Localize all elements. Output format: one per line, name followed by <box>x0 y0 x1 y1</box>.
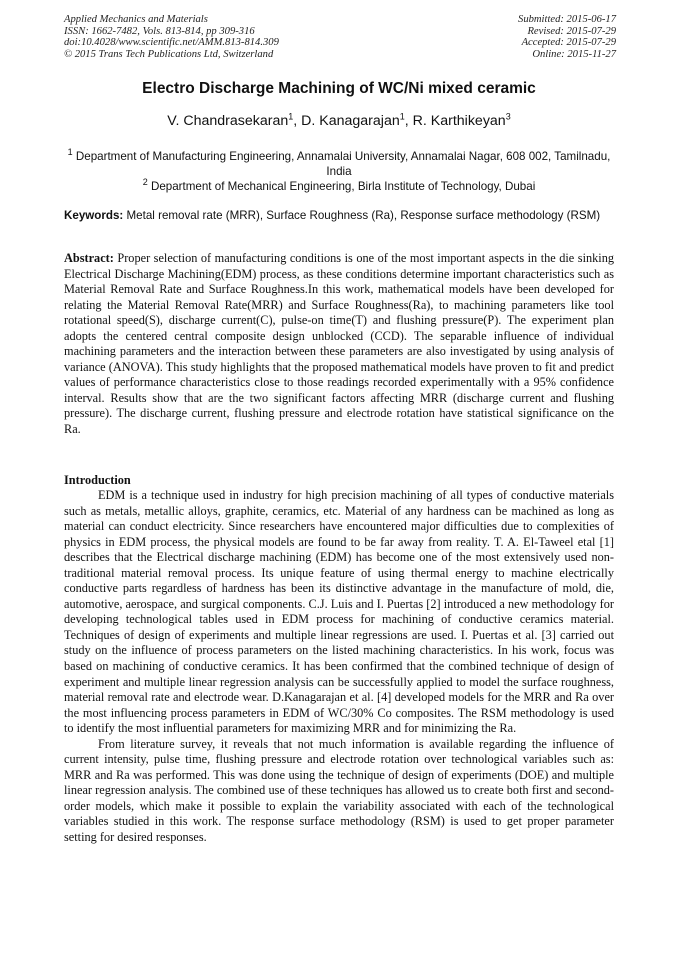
journal-name: Applied Mechanics and Materials <box>64 14 208 25</box>
affiliations <box>64 147 614 194</box>
author-name: D. Kanagarajan <box>301 113 400 129</box>
abstract-label: Abstract: <box>64 251 114 265</box>
author-name: V. Chandrasekaran <box>167 113 289 129</box>
author-name: R. Karthikeyan <box>412 113 506 129</box>
affiliation-mark: 2 <box>142 176 148 187</box>
keywords-label: Keywords: <box>64 209 124 222</box>
revised-date: Revised: 2015-07-29 <box>527 25 616 37</box>
affiliation-text: Department of Mechanical Engineering, Birla Institute of Technology, Dubai <box>150 179 536 193</box>
keywords <box>64 209 614 224</box>
online-date: Online: 2015-11-27 <box>532 48 616 60</box>
author-separator: , <box>404 113 413 129</box>
copyright-line: © 2015 Trans Tech Publications Ltd, Switzerland <box>64 48 274 60</box>
affiliation-text: Department of Manufacturing Engineering, Annamalai University, Annamalai Nagar, 608 002, Tamilnadu, India <box>75 150 611 178</box>
paragraph: EDM is a technique used in industry for high precision machining of all types of conductive materials such as metals, metallic alloys, graphite, ceramics, etc. Material of any hardness can be machined as long as material can conduct electricity. Since researchers have encountered major difficulties due to complexities of physics in EDM process, the physical models are found to be far away from reality. T. A. El-Taweel etal [1] describes that the Electrical discharge machining (EDM) has become one of the most extensively used non-traditional material removal process. Its unique feature of using thermal energy to machine electrically conductive parts regardless of hardness has been its distinctive advantage in the manufacture of mold, die, automotive, aerospace, and surgical components. C.J. Luis and I. Puertas [2] introduced a new methodology for developing technological tables used in EDM process for machining of conductive ceramics material. Techniques of design of experiments and multiple linear regressions are used. I. Puertas et al. [3] carried out study on the influence of process parameters on the listed machining characteristics. In his work, focus was based on machining of conductive ceramics. It has been confirmed that the combined technique of design of experiment and multiple linear regression analysis can be successfully applied to model the surface roughness, material removal rate and electrode wear. D.Kanagarajan et al. [4] developed models for the MRR and Ra over the most influencing process parameters in EDM of WC/30% Co composites. The RSM methodology is used to identify the most influential parameters for maximizing MRR and for minimizing the Ra. <box>64 488 614 736</box>
accepted-date: Accepted: 2015-07-29 <box>521 37 616 49</box>
affiliation-mark: 1 <box>67 147 73 158</box>
introduction-body <box>64 488 614 846</box>
keywords-text: Metal removal rate (MRR), Surface Roughness (Ra), Response surface methodology (RSM) <box>126 209 601 222</box>
author-affiliation-mark: 1 <box>288 111 294 122</box>
journal-info <box>64 14 279 60</box>
section-heading: Introduction <box>64 473 131 487</box>
submitted-date: Submitted: 2015-06-17 <box>518 14 616 25</box>
doi-line: doi:10.4028/www.scientific.net/AMM.813-814.309 <box>64 37 279 49</box>
affiliation <box>64 176 614 195</box>
author-affiliation-mark: 1 <box>399 111 405 122</box>
paragraph: From literature survey, it reveals that not much information is available regarding the influence of current intensity, pulse time, flushing pressure and electrode rotation over technological variables such as: MRR and Ra was performed. This was done using the technique of design of experiments (DOE) and multiple linear regression analysis. The combined use of these techniques has allowed us to create both first and second-order models, which make it possible to explain the variability associated with each of the technological variables studied in this work. The response surface methodology (RSM) is used to get proper parameter setting for desired responses. <box>64 736 614 845</box>
paper-title: Electro Discharge Machining of WC/Ni mixed ceramic <box>142 80 536 97</box>
author-separator: , <box>293 113 302 129</box>
affiliation <box>64 147 614 180</box>
issn-line: ISSN: 1662-7482, Vols. 813-814, pp 309-316 <box>64 25 255 37</box>
author-affiliation-mark: 3 <box>505 111 511 122</box>
author-list <box>0 113 678 129</box>
submission-dates <box>518 14 616 60</box>
abstract-text: Proper selection of manufacturing conditions is one of the most important aspects in the die sinking Electrical Discharge Machining(EDM) process, as these conditions determine important characteristics such as Material Removal Rate and Surface Roughness.In this work, mathematical models have been developed for relating the Material Removal Rate(MRR) and Surface Roughness(Ra), to machining parameters like tool rotational speed(S), discharge current(C), pulse-on time(T) and flushing pressure(P). The experiment plan adopts the centered central composite design unblocked (CCD). The separable influence of individual machining parameters and the interaction between these parameters are also investigated by using analysis of variance (ANOVA). This study highlights that the proposed mathematical models have proven to fit and predict values of performance characteristics close to those readings recorded experimentally with a 95% confidence interval. Results show that are the two significant factors affecting MRR (discharge current and flushing pressure). The discharge current, flushing pressure and electrode rotation have statistical significance on the Ra. <box>64 251 614 437</box>
abstract <box>64 251 614 438</box>
